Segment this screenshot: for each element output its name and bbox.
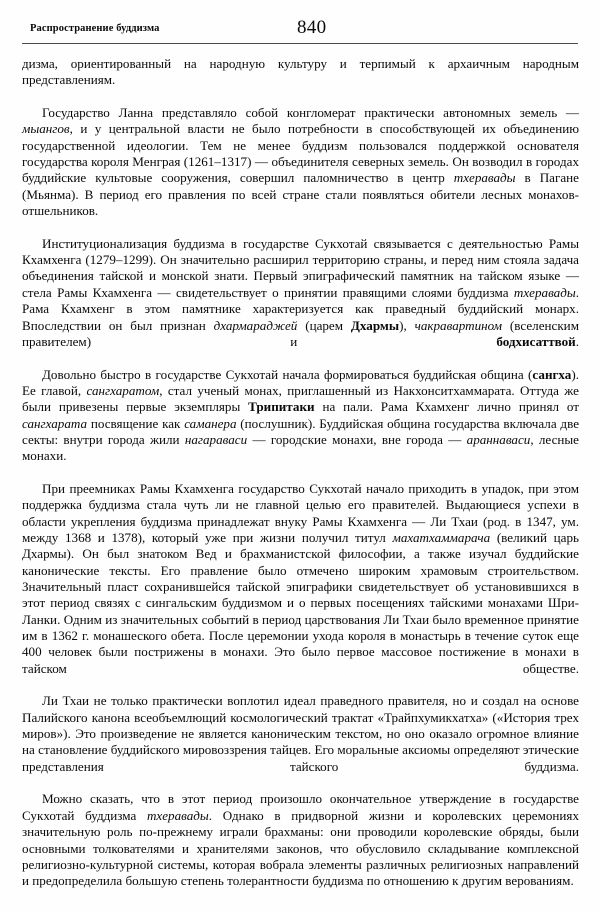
text-run: (великий царь Дхармы). Он был знатоком Вед и брахманистской философии, а также изучал буддийские канонические тексты. Его правление было отмечено широким храмовым строительством. Значительный пласт сохранившейся тайской эпиграфики свидетельствует об установившихся в этот период связях с сингальским буддизмом и о первых посещениях тайскими монахами Шри-Ланки. Одним из значительных событий в период царствования Ли Тхаи было временное принятие им в 1362 г. монашеского обета. После церемонии ухода короля в монастырь в течение суток еще 400 человек были пострижены в монахи. Это было первое массовое постижение в монахи в тайском обществе. xyxy=(22,529,579,676)
text-run: (вселенским правителем) и xyxy=(22,317,579,349)
term-italic: саманера xyxy=(184,415,237,431)
term-italic: сангхарата xyxy=(22,415,88,431)
paragraph xyxy=(22,693,579,791)
term-italic: араннаваси xyxy=(466,431,531,447)
paragraph xyxy=(22,56,579,105)
term-italic: мыангов xyxy=(22,121,70,137)
term-italic: тхеравады xyxy=(453,170,516,186)
text-run: (царем xyxy=(297,317,351,333)
text-run: на пали. Рама Кхамхенг лично принял от xyxy=(314,399,579,415)
text-run: Ли Тхаи не только практически воплотил идеал праведного правителя, но и создал на основе Палийского канона всеобъемлющий космологический трактат «Трайпхумикхатха» («История трех миров»). Это произведение не является каноническим текстом, но оно оказало огромное влияние на становление буддийского мировоззрения тайцев. Его моральные аксиомы определяют этические представления тайского буддизма. xyxy=(22,693,579,774)
term-bold: сангха xyxy=(532,366,572,382)
term-bold: бодхисаттвой xyxy=(496,333,576,349)
text-run: , стал ученый монах, приглашенный из Накхонситхаммарата. Оттуда же были привезены первые экземпляры xyxy=(22,382,579,415)
paragraph xyxy=(22,105,579,236)
running-head-title: Распространение буддизма xyxy=(30,23,160,34)
term-bold: Дхармы xyxy=(350,317,400,333)
text-run: Государство Ланна представляло собой конгломерат практически автономных земель — xyxy=(42,105,579,121)
term-italic: нагараваси xyxy=(184,431,248,447)
text-run: ), xyxy=(399,317,415,333)
text-run: . Рама Кхамхенг в этом памятнике характеризуется как праведный буддийский монарх. Впоследствии он был признан xyxy=(22,284,579,333)
term-italic: сангхаратом xyxy=(86,382,160,398)
text-run: дизма, ориентированный на народную культуру и терпимый к архаичным народным представлениям. xyxy=(22,56,579,88)
text-run: При преемниках Рамы Кхамхенга государство Сукхотай начало приходить в упадок, при этом поддержка буддизма стала чуть ли не главной целью его правителей. Выдающиеся успехи в области укрепления буддизма принадлежат внуку Рамы Кхамхенга — Ли Тхаи (род. в 1347, ум. между 1368 и 1378), который уже при жизни получил титул xyxy=(22,480,579,545)
text-run: , лесные монахи. xyxy=(22,431,579,464)
text-run: Можно сказать, что в этот период произошло окончательное утверждение в государстве Сукхотай буддизма xyxy=(22,791,579,823)
term-italic: чакравартином xyxy=(414,317,503,333)
running-head xyxy=(22,17,578,43)
header-divider-rule xyxy=(22,43,578,44)
term-italic: дхармараджей xyxy=(213,317,298,333)
paragraph xyxy=(22,236,579,367)
text-run: посвящение как xyxy=(87,415,185,431)
term-bold: Трипитаки xyxy=(248,399,315,415)
text-run: . Однако в придворной жизни и королевских церемониях значительную роль по-прежнему играли брахманы: они проводили королевские обряды, были основными толкователями и хранителями законов, что обусловило складывание комплексной религиозно-культурной системы, которая вобрала элементы различных религиозных направлений и предопределила большую степень толерантности буддизма по отношению к другим верованиям. xyxy=(22,807,579,889)
term-italic: тхеравады xyxy=(513,284,576,300)
text-run: — городские монахи, вне города — xyxy=(247,431,467,447)
text-run: . xyxy=(575,333,579,349)
paragraph xyxy=(22,367,579,481)
text-run: (послушник). Буддийская община государства включала две секты: внутри города жили xyxy=(22,415,580,447)
paragraph xyxy=(22,481,579,693)
text-run: Довольно быстро в государстве Сукхотай начала формироваться буддийская община ( xyxy=(42,366,533,382)
term-italic: махатхаммарача xyxy=(392,529,491,545)
text-run: ). Ее главой, xyxy=(22,366,579,398)
text-run: в Пагане (Мьянма). В период его правления по всей стране стали появляться обители лесных монахов-отшельников. xyxy=(22,170,579,219)
text-run: , и у центральной власти не было потребности в способствующей их объединению государственной идеологии. Тем не менее буддизм пользовался поддержкой основателя государства короля Менграя (1261–1317) — объединителя северных земель. Он возводил в городах буддийские культовые сооружения, совершил паломничество в центр xyxy=(22,121,579,186)
body-text xyxy=(22,56,579,890)
paragraph xyxy=(22,791,579,889)
term-italic: тхеравады xyxy=(146,807,209,823)
page-number: 840 xyxy=(297,17,327,38)
text-run: Институционализация буддизма в государстве Сукхотай связывается с деятельностью Рамы Кхамхенга (1279–1299). Он значительно расширил территорию страны, и перед ним стояла задача объединения тайской и монской знати. Первый эпиграфический памятник на тайском языке — стела Рамы Кхамхенга — свидетельствует о принятии правящими слоями буддизма xyxy=(22,235,579,300)
